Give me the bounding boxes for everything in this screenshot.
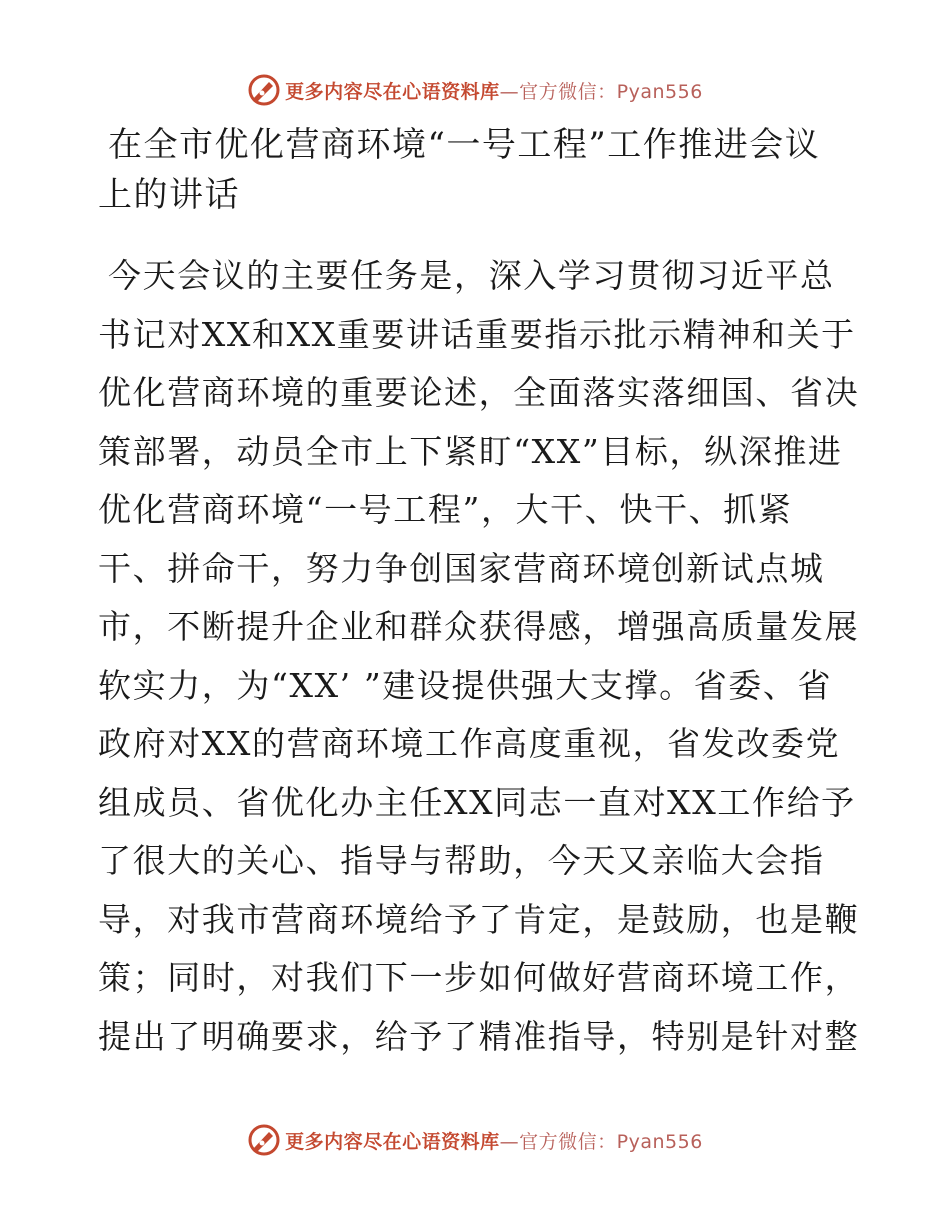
footer-watermark <box>0 1120 950 1160</box>
header-watermark <box>0 70 950 110</box>
body-line: 组成员、省优化办主任XX同志一直对XX工作给予 <box>98 782 856 822</box>
watermark-text <box>285 77 703 104</box>
body-line: 书记对XX和XX重要讲话重要指示批示精神和关于 <box>98 314 856 354</box>
watermark-lead: 更多内容尽在心语资料库 <box>285 1130 500 1153</box>
watermark-lead: 更多内容尽在心语资料库 <box>285 80 500 103</box>
body-line: 导，对我市营商环境给予了肯定，是鼓励，也是鞭 <box>98 899 860 939</box>
body-line: 今天会议的主要任务是，深入学习贯彻习近平总 <box>108 256 835 295</box>
watermark-contact: —官方微信：Pyan556 <box>499 80 703 103</box>
body-line: 优化营商环境“一号工程”，大干、快干、抓紧 <box>98 490 793 529</box>
body-paragraph <box>98 247 858 1066</box>
title-line: 上的讲话 <box>98 175 240 215</box>
body-line: 市，不断提升企业和群众获得感，增强高质量发展 <box>98 607 860 646</box>
document-title <box>98 120 858 220</box>
body-line: 软实力，为“XX’ ”建设提供强大支撑。省委、省 <box>98 665 833 705</box>
body-line: 干、拼命干，努力争创国家营商环境创新试点城 <box>98 548 825 588</box>
watermark-contact: —官方微信：Pyan556 <box>499 1130 703 1153</box>
pen-nib-logo-icon <box>247 73 281 107</box>
body-line: 了很大的关心、指导与帮助，今天又亲临大会指 <box>98 841 825 880</box>
body-line: 策部署，动员全市上下紧盯“XX”目标，纵深推进 <box>98 431 843 471</box>
pen-nib-logo-icon <box>247 1123 281 1157</box>
title-line: 在全市优化营商环境“一号工程”工作推进会议 <box>108 125 821 165</box>
body-line: 优化营商环境的重要论述，全面落实落细国、省决 <box>98 373 860 412</box>
body-line: 策；同时，对我们下一步如何做好营商环境工作， <box>98 958 860 997</box>
body-line: 政府对XX的营商环境工作高度重视，省发改委党 <box>98 724 841 763</box>
watermark-text <box>285 1127 703 1154</box>
body-line: 提出了明确要求，给予了精准指导，特别是针对整 <box>98 1016 860 1056</box>
